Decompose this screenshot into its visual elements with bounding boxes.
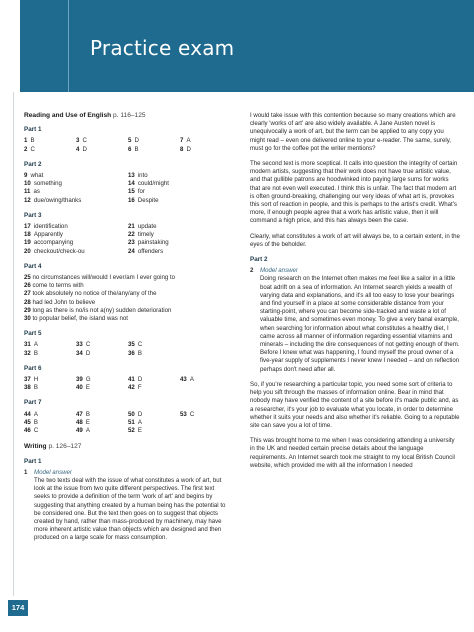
answer-item [76,146,128,154]
answer-value: A [183,137,191,145]
answer-value: took absolutely no notice of the/any/any of the [30,290,157,298]
section-title-text: Reading and Use of English [24,112,112,119]
answer-number: 33 [76,341,83,349]
answer-value: A [30,341,38,349]
answer-item [24,350,76,358]
header-divider [68,0,69,92]
answer-number: 6 [128,145,132,153]
answer-item [128,137,180,145]
answer-value: F [134,384,142,392]
model-label: Model answer [34,468,72,476]
answer-value: D [82,349,91,357]
answer-value: A [134,418,142,426]
answer-item [128,427,180,435]
answer-number: 42 [128,384,135,392]
answer-item [128,341,180,349]
answer-item [24,231,128,239]
answer-number: 30 [24,315,31,323]
answer-number: 53 [180,410,187,418]
answer-item [76,427,128,435]
answer-number: 52 [128,427,135,435]
answer-value: timely [134,231,154,239]
answer-item [128,231,228,239]
page-title: Practice exam [90,36,235,60]
answer-number: 28 [24,298,31,306]
answer-item [128,172,228,180]
answer-value: for [134,188,145,196]
answer-item [24,239,128,247]
answer-item [24,137,76,145]
answer-number: 22 [128,231,135,239]
answer-number: 45 [24,418,31,426]
answer-number: 37 [24,376,31,384]
answer-item [180,384,232,392]
answer-value: long as there is no/is not a(ny) sudden deterioration [30,306,172,314]
answer-value: B [30,384,38,392]
answer-number: 43 [180,376,187,384]
answer-value: C [82,341,91,349]
part5-answers [24,341,229,357]
part6-title: Part 6 [24,364,42,372]
writing-part-title: Part 1 [24,457,42,465]
answer-item [128,419,180,427]
answer-item [24,197,128,205]
answer-number: 7 [180,137,184,145]
answer-number: 24 [128,247,135,255]
answer-item [24,384,76,392]
answer-number: 21 [128,223,135,231]
answer-number: 8 [180,145,184,153]
answer-item [128,223,228,231]
answer-value: B [131,145,139,153]
answer-number: 11 [24,188,31,196]
answer-item [128,146,180,154]
margin-rule [13,92,14,596]
answer-value: A [30,410,38,418]
part3-answers [24,223,229,256]
answer-number: 9 [24,172,28,180]
answer-item [128,188,228,196]
answer-value: E [82,418,90,426]
answer-item [76,137,128,145]
answer-item [180,350,232,358]
answer-number: 38 [24,384,31,392]
answer-value: offenders [134,247,164,255]
model-answer-text: The two texts deal with the issue of what constitutes a work of art, but look at the issue from two quite different perspectives. The first text seeks to provide a definition of the term 'work of art' and begins by suggesting that anything created by a human being has the potential to be considered one. But the text then goes on to suggest that objects created by hand, rather than mass-produced by machinery, may have more inherent artistic value than objects which are designed and then produced on a large scale for mass consumption. [34,476,226,542]
answer-value: E [82,384,90,392]
left-column [24,112,229,543]
answer-value: B [30,418,38,426]
writing-pages: p. 126–127 [48,443,82,451]
model-number: 1 [24,468,28,476]
answer-value: A [82,427,90,435]
model-number: 2 [250,267,254,275]
answer-number: 26 [24,282,31,290]
answer-number: 2 [24,145,28,153]
answer-value: C [79,137,87,145]
answer-item [128,180,228,188]
part7-title: Part 7 [24,399,42,407]
answer-number: 35 [128,341,135,349]
answer-value: Apparently [30,231,63,239]
essay-paragraph: Clearly, what constitutes a work of art will always be, to a certain extent, in the eyes of the beholder. [250,232,460,248]
answer-value: D [134,410,143,418]
writing-title [24,443,229,451]
answer-value: B [82,410,90,418]
answer-number: 14 [128,180,135,188]
part3-title: Part 3 [24,211,42,219]
answer-item [24,223,128,231]
part2-answers [24,172,229,205]
answer-line [24,274,229,282]
answer-item [128,411,180,419]
answer-item [76,419,128,427]
answer-value: come to terms with [30,282,84,290]
answer-number: 23 [128,239,135,247]
answer-number: 27 [24,290,31,298]
answer-item [24,376,76,384]
answer-value: as [30,188,40,196]
answer-item [180,137,232,145]
page-header [0,0,474,92]
answer-item [24,419,76,427]
answer-line [24,299,229,307]
answer-number: 49 [76,427,83,435]
answer-number: 51 [128,418,135,426]
essay-paragraph: I would take issue with this contention because so many creations which are clearly 'works of art' are also widely available. A Jane Austen novel is unequivocally a work of art, but the term can be applied to any copy you might read – even one delivered online to your e-reader. The same, surely, must go for the coffee pot the writer mentions? [250,112,456,152]
answer-item [76,376,128,384]
answer-item [128,197,228,205]
answer-value: D [134,376,143,384]
answer-line [24,282,229,290]
answer-number: 16 [128,196,135,204]
answer-number: 13 [128,172,135,180]
section-pages: p. 116–125 [113,112,146,119]
answer-number: 4 [76,145,80,153]
answer-value: E [134,427,142,435]
answer-item [128,376,180,384]
answer-value: to popular belief, the island was not [30,315,129,323]
answer-value: B [27,137,35,145]
answer-item [24,427,76,435]
answer-number: 19 [24,239,31,247]
answer-item [24,146,76,154]
answer-value: had led John to believe [30,298,96,306]
part4-title: Part 4 [24,262,42,270]
answer-value: C [186,410,195,418]
page-number: 174 [8,600,28,616]
answer-value: something [30,180,62,188]
answer-value: D [131,137,139,145]
answer-number: 32 [24,349,31,357]
right-part2-title: Part 2 [250,256,268,264]
answer-item [24,248,128,256]
answer-number: 20 [24,247,31,255]
answer-item [24,180,128,188]
essay-paragraph: This was brought home to me when I was considering attending a university in the UK and needed certain precise details about the language requirements. An Internet search took me straight to my local British Council website, which provided me with all the information I needed [250,437,455,469]
answer-value: D [183,145,191,153]
answer-number: 40 [76,384,83,392]
writing-model-answer [24,469,229,543]
essay-paragraph: So, if you're researching a particular topic, you need some sort of criteria to help you sift through the masses of information online. Bear in mind that nobody may have verified the content of a site before it's made public and, as a researcher, it's your job to evaluate what you locate, in order to determine whether it suits your needs and also whether it's reliable. Going to a reputable site can save you a lot of time. [250,380,460,429]
part7-answers [24,411,229,436]
answer-number: 25 [24,274,31,282]
answer-value: C [30,427,39,435]
answer-item [24,172,128,180]
answer-value: C [27,145,35,153]
part1-answers [24,137,229,153]
answer-value: D [79,145,87,153]
answer-value: checkout/check-ou [30,247,85,255]
answer-value: update [134,223,157,231]
answer-value: into [134,172,148,180]
answer-value: due/owing/thanks [30,196,82,204]
part5-title: Part 5 [24,330,42,338]
answer-item [24,341,76,349]
answer-value: H [30,376,39,384]
answer-item [128,384,180,392]
answer-item [76,411,128,419]
answer-value: could/might [134,180,169,188]
answer-number: 15 [128,188,135,196]
answer-item [180,341,232,349]
model-label: Model answer [260,267,298,275]
answer-number: 46 [24,427,31,435]
answer-item [180,411,232,419]
writing-title-text: Writing [24,443,47,451]
answer-item [128,350,180,358]
answer-number: 31 [24,341,31,349]
answer-value: identification [30,223,68,231]
answer-value: B [30,349,38,357]
answer-line [24,307,229,315]
answer-item [180,419,232,427]
answer-item [180,146,232,154]
header-tab [0,0,20,92]
answer-item [76,384,128,392]
answer-value: B [134,349,142,357]
right-column [250,112,460,477]
answer-item [180,427,232,435]
answer-item [24,188,128,196]
answer-number: 10 [24,180,31,188]
answer-number: 17 [24,223,31,231]
answer-item [24,411,76,419]
answer-number: 47 [76,410,83,418]
essay-paragraph: The second text is more sceptical. It calls into question the integrity of certain modern artists, suggesting that their work does not have true artistic value, and that gullible patrons are hoodwinked into paying large sums for works that are not even well executed. I think this is unfair. The fact that modern art is often ground-breaking, challenging our very ideas of what art is, provokes this sort of reaction in people, and this is perhaps to the artist's credit. What's more, if enough people agree that a work has artistic value, then it will command a high price, and this has always been the case. [250,160,458,225]
answer-line [24,315,229,323]
part6-answers [24,376,229,392]
answer-number: 29 [24,306,31,314]
answer-number: 48 [76,418,83,426]
answer-number: 12 [24,196,31,204]
answer-number: 18 [24,231,31,239]
answer-number: 39 [76,376,83,384]
part2-model-answer [250,267,460,374]
answer-number: 44 [24,410,31,418]
answer-number: 36 [128,349,135,357]
answer-value: painstaking [134,239,169,247]
answer-number: 1 [24,137,28,145]
answer-value: what [27,172,44,180]
answer-item [76,350,128,358]
answer-value: C [134,341,143,349]
answer-number: 5 [128,137,132,145]
answer-line [24,290,229,298]
answer-number: 34 [76,349,83,357]
answer-value: A [186,376,194,384]
answer-item [128,239,228,247]
answer-value: accompanying [30,239,74,247]
answer-item [128,248,228,256]
answer-value: Despite [134,196,159,204]
part4-answers [24,274,229,323]
model-answer-text: Doing research on the Internet often makes me feel like a sailor in a little boat adrift on a sea of information. An Internet search yields a wealth of varying data and explanations, and it's all too easy to lose your bearings and find yourself in a place at some considerable distance from your starting-point, where you can become side-tracked and waste a lot of valuable time, and sometimes even money. To give a very banal example, when searching for information about what constitutes a healthy diet, I came across all manner of information regarding essential vitamins and minerals – including the dire consequences of not getting enough of them. Before I knew what was happening, I found myself the proud owner of a five-year supply of supplements I never knew I needed – and on reflection perhaps don't need after all. [260,275,460,373]
part2-title: Part 2 [24,160,42,168]
answer-number: 41 [128,376,135,384]
part1-title: Part 1 [24,126,42,134]
answer-value: no circumstances will/would I ever/am I ever going to [30,274,176,282]
answer-value: G [82,376,91,384]
answer-number: 50 [128,410,135,418]
answer-number: 3 [76,137,80,145]
section-title [24,112,229,120]
answer-item [76,341,128,349]
answer-item [180,376,232,384]
